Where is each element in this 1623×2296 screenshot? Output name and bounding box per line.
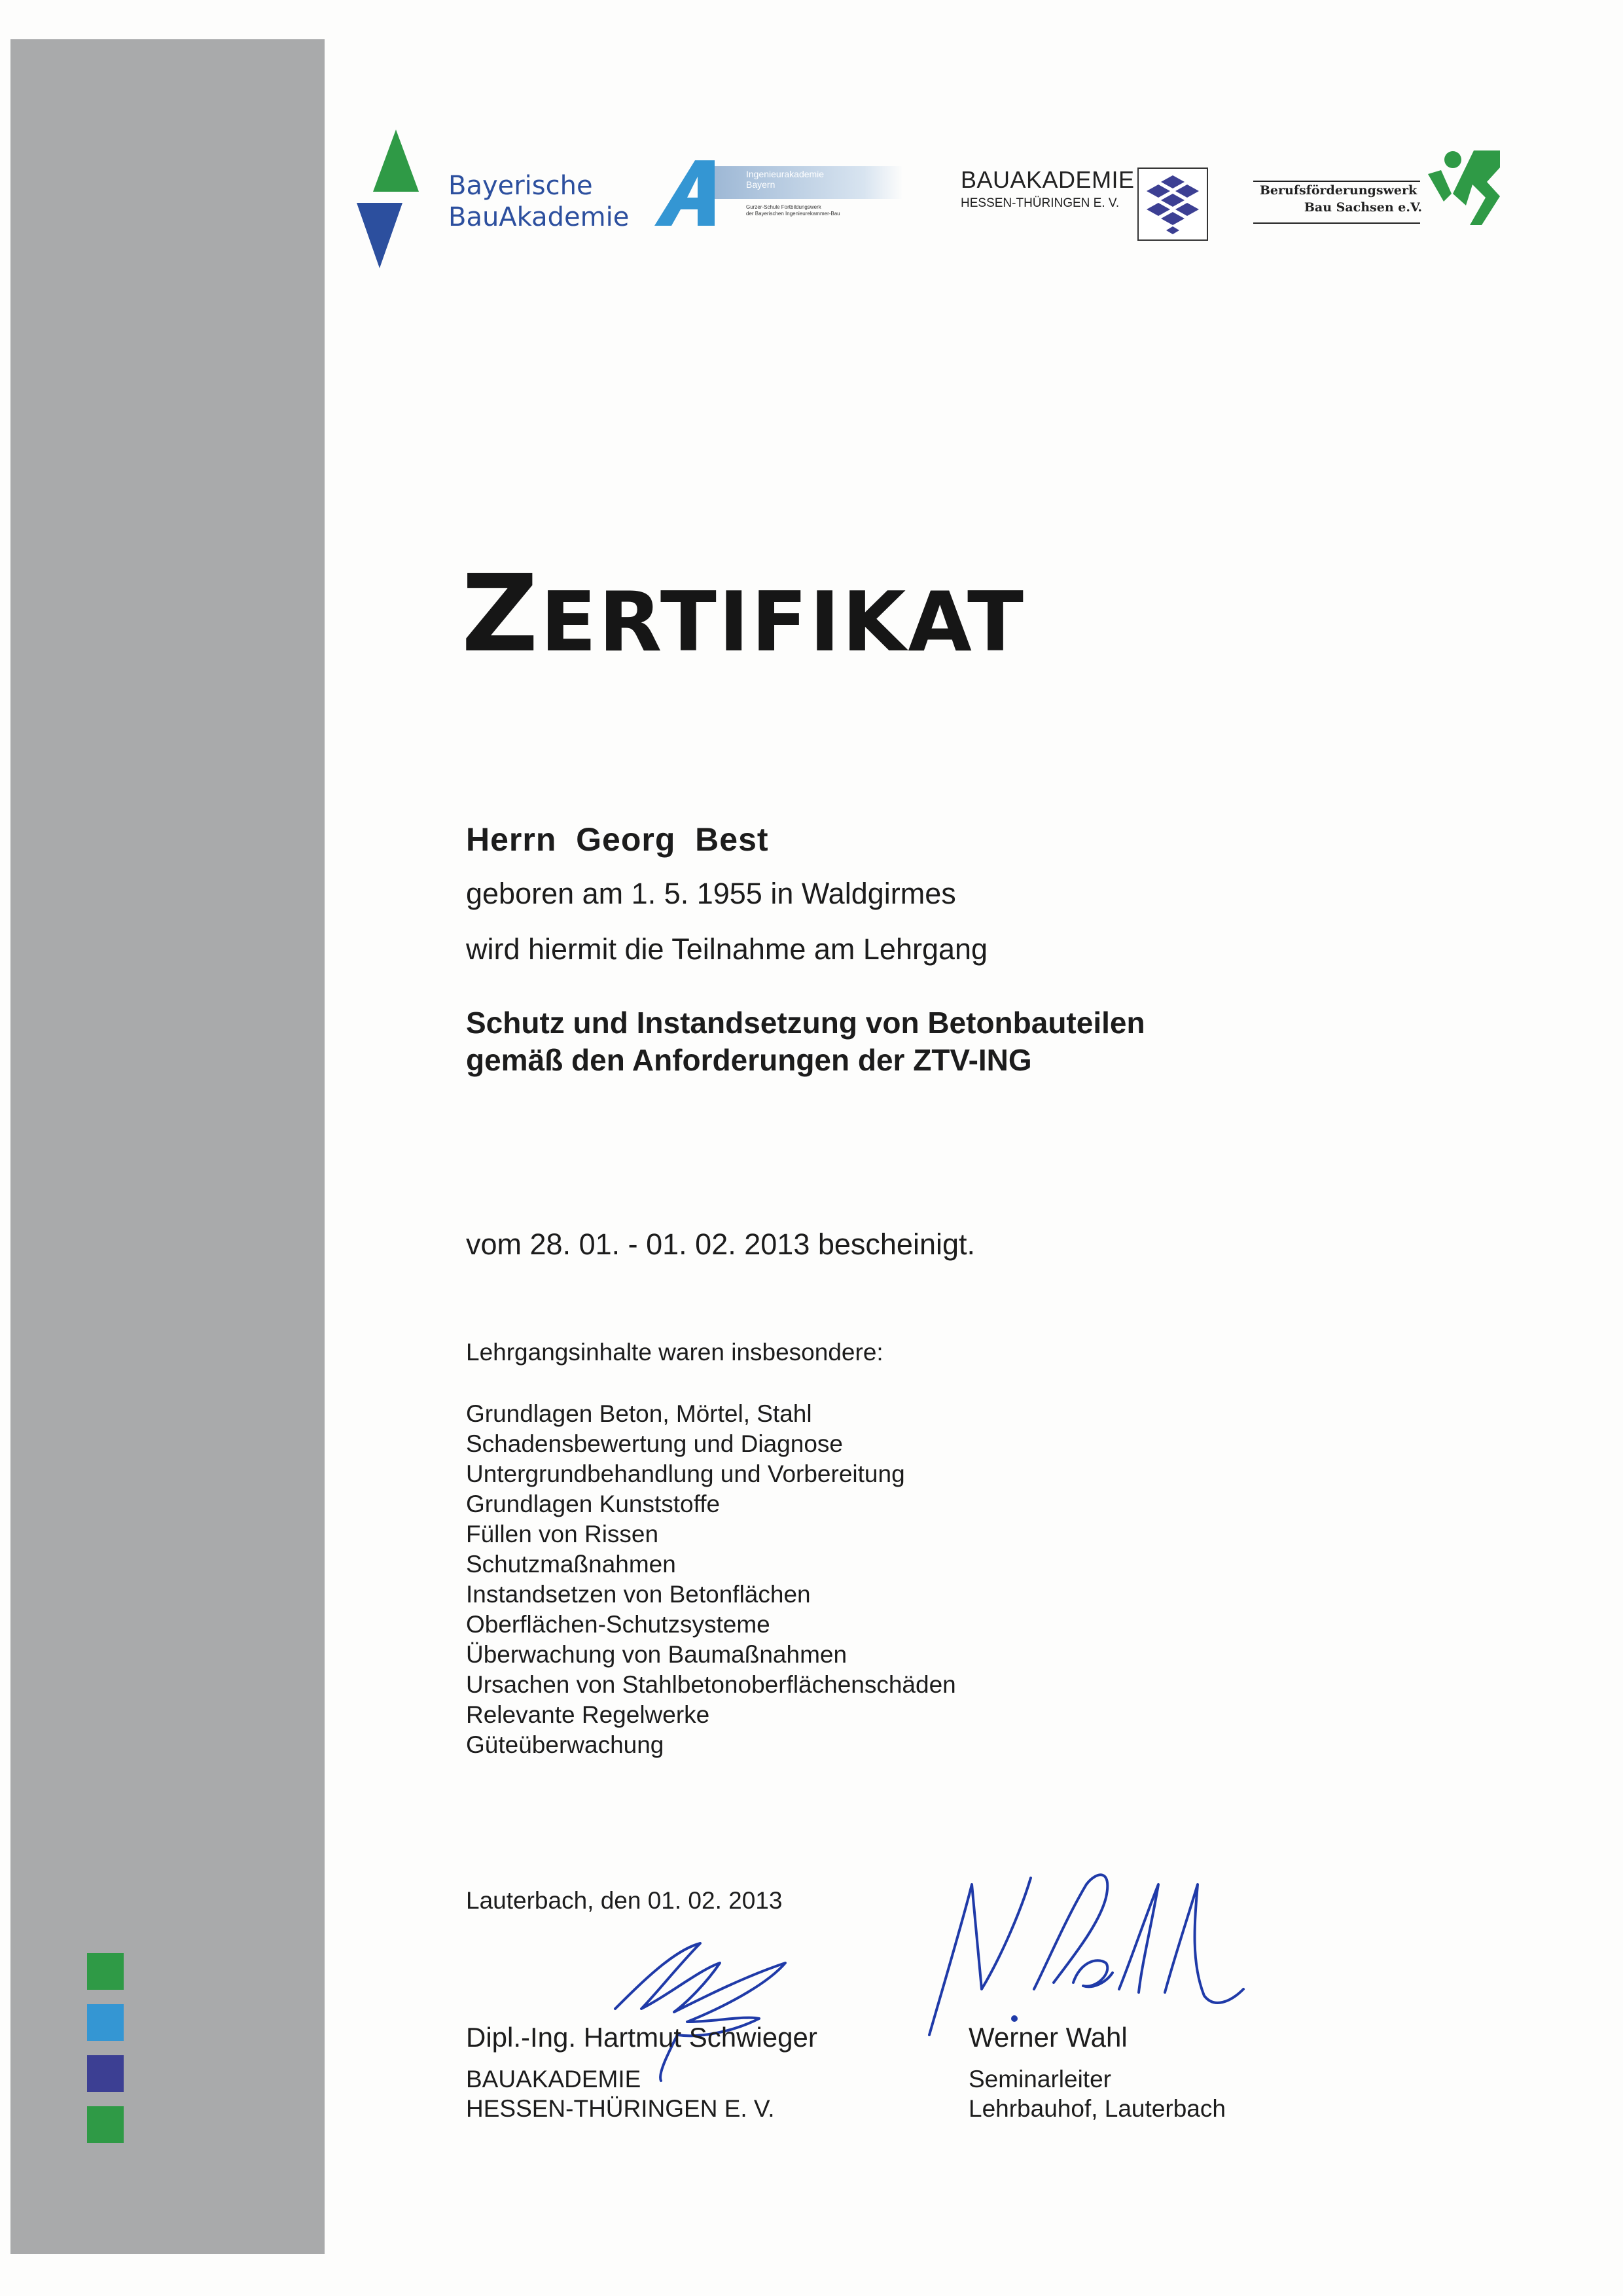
logo-ing-name: Ingenieurakademie [746, 169, 825, 179]
logo-bah-subtitle: HESSEN-THÜRINGEN E. V. [961, 196, 1120, 210]
birth-line: geboren am 1. 5. 1955 in Waldgirmes [466, 877, 956, 910]
signatory-2-role [969, 2064, 1226, 2123]
signatory-1-role-line2: HESSEN-THÜRINGEN E. V. [466, 2095, 775, 2122]
triangle-logo-icon [357, 130, 435, 274]
list-item: Grundlagen Beton, Mörtel, Stahl [466, 1400, 812, 1427]
list-item: Oberflächen-Schutzsysteme [466, 1611, 770, 1638]
blue-square [87, 2004, 124, 2041]
logo-ing-subline1: Gurzer-Schule Fortbildungswerk [746, 204, 821, 210]
list-item: Untergrundbehandlung und Vorbereitung [466, 1460, 905, 1487]
logo-berufsfoerderungswerk [1250, 148, 1512, 233]
course-title-line1: Schutz und Instandsetzung von Betonbauteilen [466, 1006, 1145, 1040]
title-rest: ERTIFIKAT [540, 574, 1026, 670]
logo-bfw-rule-bottom [1253, 222, 1420, 224]
certificate-title [461, 553, 1026, 676]
signatory-2-role-line1: Seminarleiter [969, 2066, 1111, 2093]
list-item: Relevante Regelwerke [466, 1701, 710, 1728]
signatory-1-name: Dipl.-Ing. Hartmut Schwieger [466, 2022, 817, 2053]
green-square [87, 1953, 124, 1990]
list-item: Ursachen von Stahlbetonoberflächenschäden [466, 1671, 956, 1698]
signatory-2-role-line2: Lehrbauhof, Lauterbach [969, 2095, 1226, 2122]
list-item: Füllen von Rissen [466, 1521, 659, 1547]
logo-bfw-line1: Berufsförderungswerk [1259, 183, 1418, 198]
side-band [10, 39, 325, 2254]
cube-logo-box [1137, 168, 1208, 241]
list-item: Instandsetzen von Betonflächen [466, 1581, 811, 1608]
course-title [466, 1004, 1145, 1079]
signature-wahl [916, 1858, 1283, 2041]
logo-bfw-line2: Bau Sachsen e.V. [1304, 200, 1422, 215]
navy-square [87, 2055, 124, 2092]
list-item: Überwachung von Baumaßnahmen [466, 1641, 847, 1668]
list-item: Schutzmaßnahmen [466, 1551, 676, 1578]
list-item: Güteüberwachung [466, 1731, 664, 1758]
list-item: Schadensbewertung und Diagnose [466, 1430, 843, 1457]
course-title-line2: gemäß den Anforderungen der ZTV-ING [466, 1043, 1032, 1077]
cube-pattern-icon [1139, 169, 1207, 239]
bfw-symbol-icon [1427, 148, 1512, 233]
logo-bayerische-bauakademie [357, 130, 630, 274]
logo-ingenieurakademie [654, 157, 916, 229]
logo-bba-line2: BauAkademie [448, 202, 630, 232]
signatory-2-name: Werner Wahl [969, 2022, 1128, 2053]
logo-ing-name2: Bayern [746, 179, 776, 190]
list-item: Grundlagen Kunststoffe [466, 1491, 721, 1517]
place-date: Lauterbach, den 01. 02. 2013 [466, 1887, 783, 1914]
signatory-1-role [466, 2064, 775, 2123]
logo-ing-subline2: der Bayerischen Ingenieurekammer-Bau [746, 211, 840, 217]
green-square-bottom [87, 2106, 124, 2143]
letter-a-logo-icon [654, 157, 726, 229]
logo-bba-line1: Bayerische [448, 171, 593, 201]
contents-list [466, 1399, 956, 1760]
logo-bah-title: BAUAKADEMIE [961, 166, 1135, 193]
contents-heading: Lehrgangsinhalte waren insbesondere: [466, 1339, 883, 1366]
intro-line: wird hiermit die Teilnahme am Lehrgang [466, 932, 988, 966]
recipient-name: Herrn Georg Best [466, 821, 769, 858]
title-initial: Z [461, 553, 541, 676]
logo-bauakademie-hessen-thueringen [961, 166, 1209, 242]
signatory-1-role-line1: BAUAKADEMIE [466, 2066, 641, 2093]
period-line: vom 28. 01. - 01. 02. 2013 bescheinigt. [466, 1227, 976, 1261]
logo-bfw-rule-top [1253, 181, 1420, 182]
